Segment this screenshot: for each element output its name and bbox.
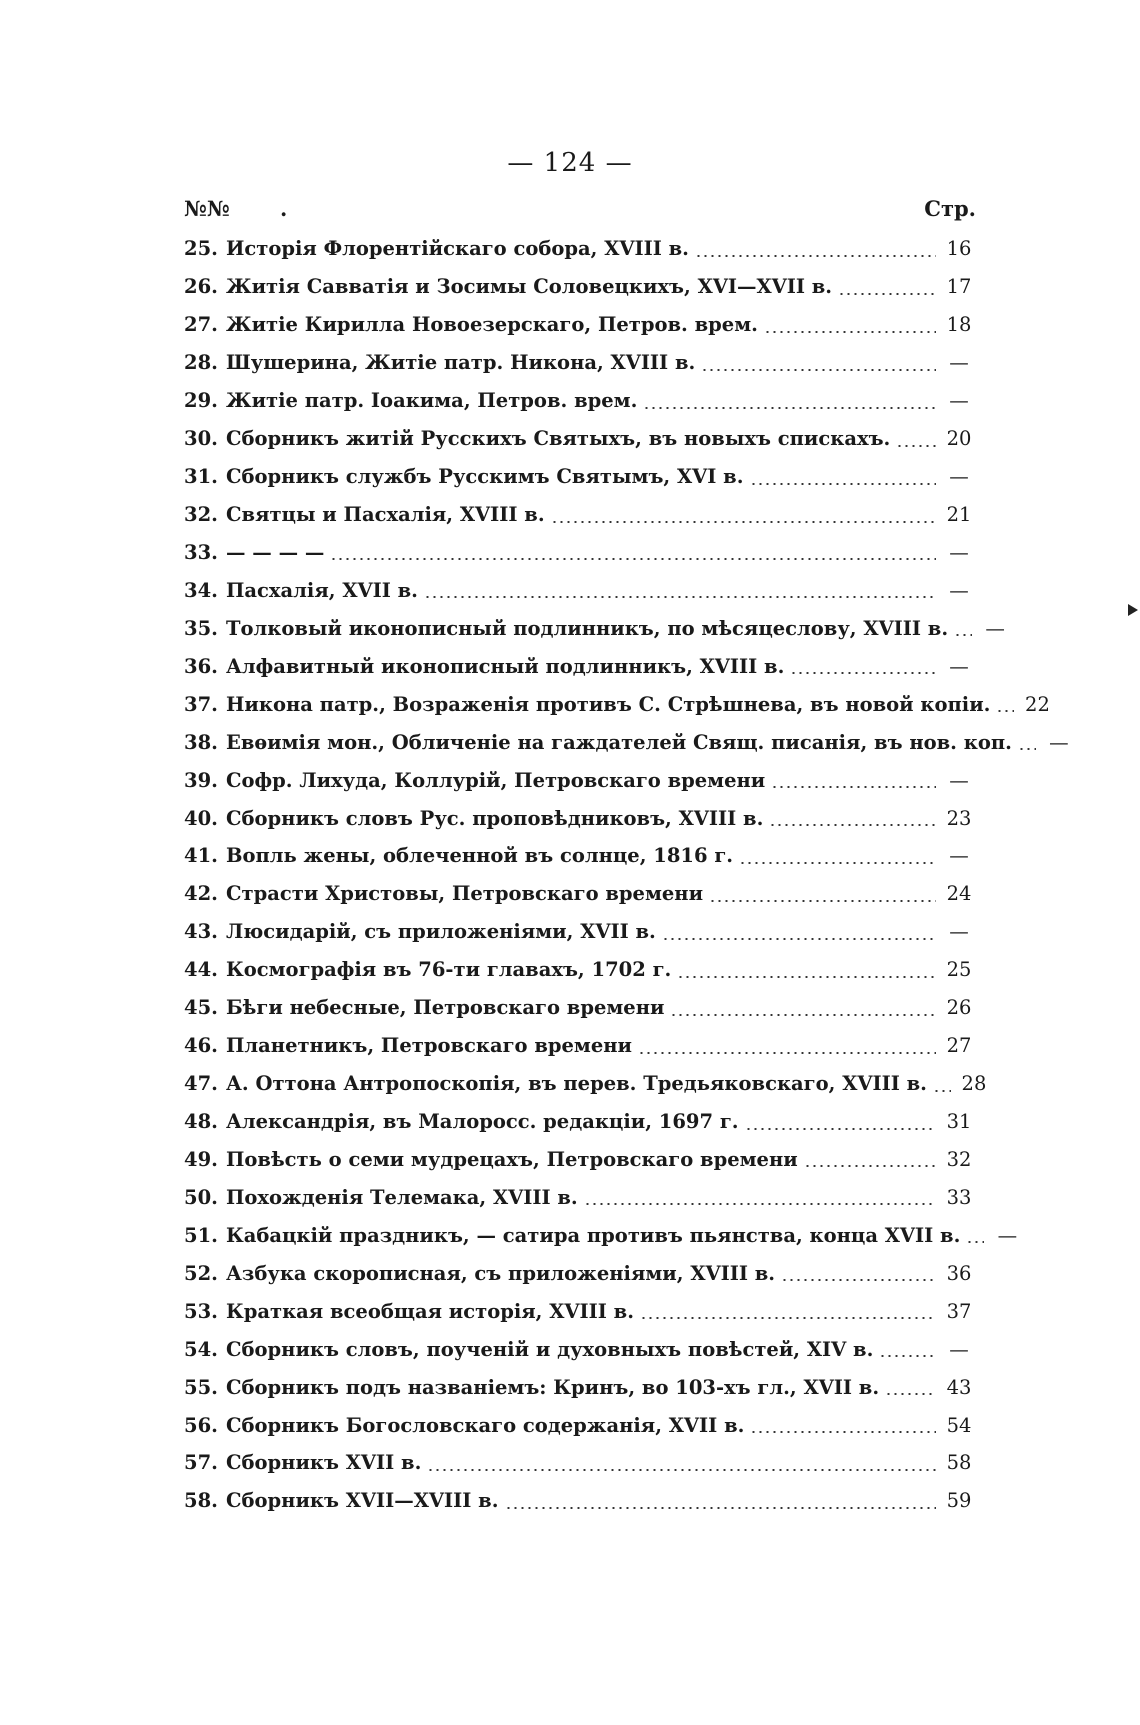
dot-leader	[677, 976, 936, 978]
entry-page: 18	[946, 313, 972, 337]
entry-number: 47.	[184, 1072, 218, 1096]
dot-leader	[709, 900, 936, 902]
toc-entry	[184, 268, 976, 306]
entry-page: 54	[946, 1413, 972, 1437]
toc-entry	[184, 571, 976, 609]
toc-entry	[184, 989, 976, 1027]
dot-leader	[638, 1052, 936, 1054]
dot-leader	[701, 369, 936, 371]
entry-number: 41.	[184, 844, 218, 868]
entry-page: 36	[946, 1261, 972, 1285]
toc-entry	[184, 420, 976, 458]
toc-entry	[184, 306, 976, 344]
entry-number: 36.	[184, 654, 218, 678]
toc-entry	[184, 875, 976, 913]
entry-number: 32.	[184, 503, 218, 527]
dot-leader	[996, 710, 1014, 712]
dot-leader	[966, 1241, 984, 1243]
entry-title: Сборникъ словъ Рус. проповѣдниковъ, XVIII в.	[226, 806, 764, 830]
dot-leader	[427, 1469, 936, 1471]
entry-page: —	[949, 1337, 969, 1361]
toc-entry	[184, 344, 976, 382]
entry-title: Люсидарій, съ приложеніями, XVII в.	[226, 920, 656, 944]
entry-number: 56.	[184, 1413, 218, 1437]
entry-number: 28.	[184, 351, 218, 375]
dot-leader	[551, 521, 936, 523]
entry-number: 43.	[184, 920, 218, 944]
entry-number: 55.	[184, 1375, 218, 1399]
toc-entry	[184, 1292, 976, 1330]
toc-entry	[184, 723, 1069, 761]
toc-entry	[184, 1141, 976, 1179]
column-header	[184, 196, 976, 221]
dot-leader	[879, 1355, 936, 1357]
entry-page: 37	[946, 1299, 972, 1323]
entry-page: 32	[946, 1147, 972, 1171]
entry-title: Азбука скорописная, съ приложеніями, XVIII в.	[226, 1261, 776, 1285]
dot-leader	[750, 1431, 936, 1433]
entry-title: Сборникъ словъ, поученій и духовныхъ повѣстей, XIV в.	[226, 1337, 874, 1361]
toc-entry	[184, 534, 976, 572]
entry-page: —	[1049, 730, 1069, 754]
entry-title: Страсти Христовы, Петровскаго времени	[226, 882, 704, 906]
entry-title: Бѣги небесные, Петровскаго времени	[226, 996, 665, 1020]
entry-number: 40.	[184, 806, 218, 830]
entry-number: 58.	[184, 1489, 218, 1513]
entry-title: А. Оттона Антропоскопія, въ перев. Тредьяковскаго, XVIII в.	[226, 1072, 927, 1096]
page-number: — 124 —	[507, 148, 633, 178]
dot-leader	[739, 862, 936, 864]
entry-title: Житіе патр. Іоакима, Петров. врем.	[226, 389, 638, 413]
toc-entry	[184, 761, 976, 799]
dot-leader	[505, 1507, 937, 1509]
dot-leader	[896, 445, 936, 447]
dot-leader	[695, 255, 936, 257]
entry-page: —	[949, 920, 969, 944]
entry-number: 27.	[184, 313, 218, 337]
entry-number: 35.	[184, 616, 218, 640]
toc-entry	[184, 1444, 976, 1482]
toc-entry	[184, 1368, 976, 1406]
dot-leader	[750, 483, 937, 485]
dot-leader	[424, 596, 936, 598]
entry-page: 23	[946, 806, 972, 830]
entry-number: 51.	[184, 1223, 218, 1247]
dot-leader	[764, 331, 936, 333]
entry-title: Исторія Флорентійскаго собора, XVIII в.	[226, 237, 689, 261]
entry-title: Житія Савватія и Зосимы Соловецкихъ, XVI—XVII в.	[226, 275, 833, 299]
toc-entry	[184, 1103, 976, 1141]
entry-page: 20	[946, 427, 972, 451]
dot-leader	[670, 1014, 936, 1016]
entry-page: —	[985, 616, 1005, 640]
entry-title: Софр. Лихуда, Коллурій, Петровскаго времени	[226, 768, 766, 792]
entry-title: Пасхалія, XVII в.	[226, 578, 418, 602]
toc-entry	[184, 1065, 987, 1103]
entry-page: —	[949, 351, 969, 375]
entry-title: Никона патр., Возраженія противъ С. Стрѣшнева, въ новой копіи.	[226, 692, 991, 716]
toc-entry	[184, 1178, 976, 1216]
entry-page: 26	[946, 996, 972, 1020]
entry-title: Толковый иконописный подлинникъ, по мѣсяцеслову, XVIII в.	[226, 616, 949, 640]
entry-number: 26.	[184, 275, 218, 299]
entry-page: 16	[946, 237, 972, 261]
entry-number: 39.	[184, 768, 218, 792]
dot-leader	[643, 407, 936, 409]
entry-page: 25	[946, 958, 972, 982]
toc-entry	[184, 1216, 1018, 1254]
number-column-label: №№	[184, 196, 230, 221]
entry-title: Сборникъ житій Русскихъ Святыхъ, въ новыхъ спискахъ.	[226, 427, 891, 451]
entry-number: 37.	[184, 692, 218, 716]
toc-entry	[184, 1254, 976, 1292]
entry-page: 43	[946, 1375, 972, 1399]
toc-entry	[184, 496, 976, 534]
dot-leader	[330, 558, 936, 560]
entry-page: —	[949, 768, 969, 792]
entry-page: 58	[946, 1451, 972, 1475]
entry-number: 29.	[184, 389, 218, 413]
entry-title: Вопль жены, облеченной въ солнце, 1816 г.	[226, 844, 734, 868]
entry-number: 53.	[184, 1299, 218, 1323]
entry-title: Космографія въ 76-ти главахъ, 1702 г.	[226, 958, 672, 982]
dot-leader	[838, 293, 936, 295]
entry-title: — — — —	[226, 540, 325, 564]
dot-leader	[933, 1090, 951, 1092]
entry-number: 42.	[184, 882, 218, 906]
dot-leader	[1018, 748, 1036, 750]
entry-title: Святцы и Пасхалія, XVIII в.	[226, 503, 545, 527]
dot-leader	[781, 1279, 936, 1281]
dot-leader	[745, 1128, 936, 1130]
entry-title: Евѳимія мон., Обличеніе на гаждателей Свящ. писанія, въ нов. коп.	[226, 730, 1012, 754]
toc-entry	[184, 1482, 976, 1520]
entry-title: Повѣсть о семи мудрецахъ, Петровскаго времени	[226, 1147, 798, 1171]
dot-leader	[885, 1393, 936, 1395]
entry-number: 34.	[184, 578, 218, 602]
toc-entry	[184, 1406, 976, 1444]
entry-title: Сборникъ Богословскаго содержанія, XVII в.	[226, 1413, 745, 1437]
entry-number: 44.	[184, 958, 218, 982]
entry-number: 25.	[184, 237, 218, 261]
entry-title: Сборникъ XVII—XVIII в.	[226, 1489, 499, 1513]
entry-title: Планетникъ, Петровскаго времени	[226, 1034, 633, 1058]
entry-title: Алфавитный иконописный подлинникъ, XVIII в.	[226, 654, 785, 678]
entry-title: Шушерина, Житіе патр. Никона, XVIII в.	[226, 351, 696, 375]
entry-title: Сборникъ XVII в.	[226, 1451, 422, 1475]
entry-page: 28	[961, 1072, 987, 1096]
page-column-label: Стр.	[924, 196, 976, 221]
entry-page: 27	[946, 1034, 972, 1058]
entry-number: 50.	[184, 1185, 218, 1209]
margin-mark	[1128, 604, 1138, 616]
toc-entry	[184, 609, 1005, 647]
header-dot: .	[280, 196, 288, 221]
toc-entry	[184, 685, 1050, 723]
entry-number: 52.	[184, 1261, 218, 1285]
entry-page: 17	[946, 275, 972, 299]
entry-page: 31	[946, 1110, 972, 1134]
entry-page: —	[949, 465, 969, 489]
entry-title: Похожденія Телемака, XVIII в.	[226, 1185, 578, 1209]
toc-entry	[184, 951, 976, 989]
toc-entry	[184, 913, 976, 951]
dot-leader	[790, 672, 936, 674]
entry-page: —	[949, 540, 969, 564]
toc-entry	[184, 647, 976, 685]
dot-leader	[662, 938, 936, 940]
entry-title: Краткая всеобщая исторія, XVIII в.	[226, 1299, 634, 1323]
entry-number: 33.	[184, 540, 218, 564]
entry-number: 57.	[184, 1451, 218, 1475]
table-of-contents	[184, 230, 1069, 1520]
entry-title: Сборникъ службъ Русскимъ Святымъ, XVI в.	[226, 465, 744, 489]
entry-number: 46.	[184, 1034, 218, 1058]
entry-page: 22	[1025, 692, 1050, 716]
entry-page: —	[949, 578, 969, 602]
toc-entry	[184, 458, 976, 496]
toc-entry	[184, 382, 976, 420]
entry-number: 49.	[184, 1147, 218, 1171]
entry-number: 48.	[184, 1110, 218, 1134]
entry-page: 33	[946, 1185, 972, 1209]
toc-entry	[184, 837, 976, 875]
dot-leader	[954, 634, 972, 636]
toc-entry	[184, 230, 976, 268]
entry-title: Сборникъ подъ названіемъ: Кринъ, во 103-хъ гл., XVII в.	[226, 1375, 880, 1399]
entry-page: —	[949, 389, 969, 413]
entry-page: 21	[946, 503, 972, 527]
entry-title: Житіе Кирилла Новоезерскаго, Петров. врем.	[226, 313, 758, 337]
dot-leader	[769, 824, 936, 826]
entry-number: 31.	[184, 465, 218, 489]
entry-number: 54.	[184, 1337, 218, 1361]
entry-number: 30.	[184, 427, 218, 451]
toc-entry	[184, 799, 976, 837]
dot-leader	[640, 1317, 936, 1319]
toc-entry	[184, 1330, 976, 1368]
entry-page: —	[949, 844, 969, 868]
dot-leader	[584, 1203, 936, 1205]
dot-leader	[804, 1165, 936, 1167]
entry-number: 38.	[184, 730, 218, 754]
toc-entry	[184, 1027, 976, 1065]
entry-page: 59	[946, 1489, 972, 1513]
dot-leader	[771, 786, 936, 788]
entry-title: Кабацкій праздникъ, — сатира противъ пьянства, конца XVII в.	[226, 1223, 961, 1247]
entry-page: —	[949, 654, 969, 678]
entry-number: 45.	[184, 996, 218, 1020]
entry-title: Александрія, въ Малоросс. редакціи, 1697 г.	[226, 1110, 739, 1134]
entry-page: 24	[946, 882, 972, 906]
entry-page: —	[997, 1223, 1018, 1247]
